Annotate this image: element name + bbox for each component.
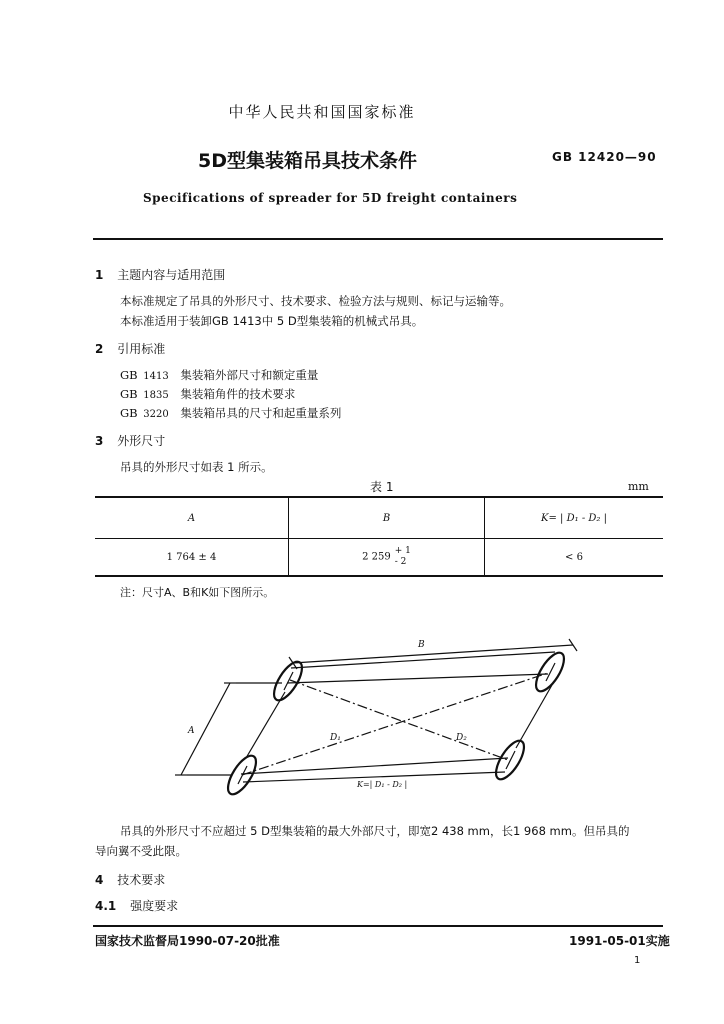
figure-label-d1: D₁: [330, 733, 341, 743]
table-note: 注：尺寸A、B和K如下图所示。: [120, 586, 275, 599]
document-title: 5D型集装箱吊具技术条件: [198, 150, 417, 172]
corner-casting-bottom-right: [491, 737, 530, 784]
ref-code: GB: [120, 387, 138, 401]
diagonal-d1: [242, 673, 548, 775]
section-number: 2: [95, 342, 104, 356]
english-title: Specifications of spreader for 5D freight containers: [143, 191, 518, 205]
frame-edge-left: [246, 692, 285, 758]
table-unit: mm: [628, 480, 649, 493]
standard-code: GB 12420—90: [552, 150, 657, 164]
table-header-b: B: [289, 497, 485, 539]
figure-label-d2: D₂: [456, 733, 467, 743]
figure-label-k: K=| D₁ - D₂ |: [357, 780, 408, 789]
subsection-title: 强度要求: [130, 899, 179, 913]
frame-edge-top-inner: [287, 674, 548, 683]
table-cell-k: < 6: [485, 539, 664, 577]
national-standard-heading: 中华人民共和国国家标准: [228, 103, 416, 121]
ref-text: 集装箱角件的技术要求: [180, 387, 296, 401]
section-number: 4: [95, 873, 104, 887]
section-number: 3: [95, 434, 104, 448]
ref-text: 集装箱吊具的尺寸和起重量系列: [180, 406, 342, 420]
corner-casting-top-left: [269, 658, 308, 705]
subsection-4-1-heading: [95, 897, 178, 914]
paragraph: 吊具的外形尺寸不应超过 5 D型集装箱的最大外部尺寸，即宽2 438 mm，长1 968 mm。但吊具的: [120, 824, 630, 838]
section-number: 1: [95, 268, 104, 282]
figure-label-b: B: [418, 640, 425, 650]
table-caption: 表 1: [370, 480, 394, 494]
page-number: 1: [634, 955, 641, 966]
b-upper-tolerance: + 1: [394, 546, 411, 556]
table-header-a: A: [95, 497, 289, 539]
frame-edge-right: [516, 685, 552, 748]
section-title: 主题内容与适用范围: [117, 268, 226, 282]
paragraph: 本标准适用于装卸GB 1413中 5 D型集装箱的机械式吊具。: [120, 314, 424, 328]
figure-label-a: A: [188, 726, 195, 736]
b-nominal: 2 259: [362, 551, 391, 563]
section-title: 技术要求: [117, 873, 166, 887]
section-title: 外形尺寸: [117, 434, 166, 448]
b-lower-tolerance: - 2: [394, 557, 407, 567]
paragraph: 本标准规定了吊具的外形尺寸、技术要求、检验方法与规则、标记与运输等。: [120, 294, 511, 308]
section-title: 引用标准: [117, 342, 166, 356]
paragraph: 导向翼不受此限。: [95, 844, 187, 858]
frame-edge-bottom: [241, 758, 508, 774]
subsection-number: 4.1: [95, 899, 117, 913]
approval-note: 国家技术监督局1990-07-20批准: [95, 934, 280, 948]
ref-number: 3220: [143, 409, 169, 420]
ref-code: GB: [120, 406, 138, 420]
section-4-heading: [95, 871, 165, 888]
table-header-k: K= | D₁ - D₂ |: [485, 497, 664, 539]
implementation-date: 1991-05-01实施: [569, 934, 670, 948]
ref-number: 1413: [143, 371, 169, 382]
paragraph: 吊具的外形尺寸如表 1 所示。: [120, 460, 273, 474]
ref-code: GB: [120, 368, 138, 382]
footer-rule: [93, 925, 663, 927]
table-cell-a: 1 764 ± 4: [95, 539, 289, 577]
ref-number: 1835: [143, 390, 169, 401]
ref-text: 集装箱外部尺寸和额定重量: [180, 368, 319, 382]
